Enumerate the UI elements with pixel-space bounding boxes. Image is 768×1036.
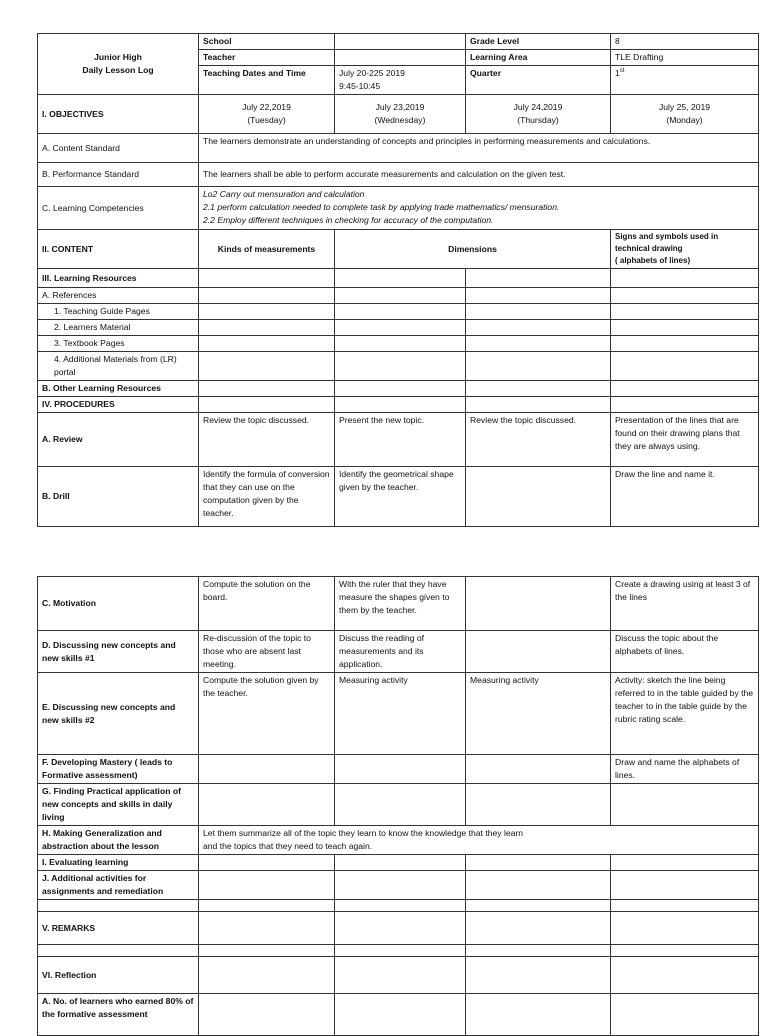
textbook-pages-label: 3. Textbook Pages (38, 336, 199, 352)
learning-area-label: Learning Area (466, 50, 611, 66)
empty-cell (38, 900, 199, 912)
grade-level-label: Grade Level (466, 34, 611, 50)
empty-cell (199, 957, 335, 994)
motivation-day-2: With the ruler that they have measure the shapes given to them by the teacher. (335, 577, 466, 631)
empty-cell (199, 320, 335, 336)
review-day-2: Present the new topic. (335, 413, 466, 467)
day-4-weekday: (Monday) (666, 115, 703, 125)
evaluating-learning-label: I. Evaluating learning (38, 855, 199, 871)
school-value (335, 34, 466, 50)
empty-cell (335, 957, 466, 994)
quarter-suffix: st (619, 68, 625, 75)
discussing-2-day-1: Compute the solution given by the teacher. (199, 673, 335, 755)
lesson-log-table-top (37, 33, 759, 527)
empty-cell (466, 994, 611, 1036)
empty-cell (611, 269, 759, 288)
lesson-log-table-bottom (37, 576, 759, 1036)
empty-cell (199, 336, 335, 352)
discussing-1-day-4: Discuss the topic about the alphabets of lines. (611, 631, 759, 673)
competency-line-1: Lo2 Carry out mensuration and calculation (203, 189, 365, 199)
empty-cell (611, 855, 759, 871)
empty-cell (335, 381, 466, 397)
discussing-2-day-3: Measuring activity (466, 673, 611, 755)
content-standard-label: A. Content Standard (38, 134, 199, 163)
day-2-date: July 23,2019 (375, 102, 425, 112)
empty-cell (611, 945, 759, 957)
performance-standard-label: B. Performance Standard (38, 163, 199, 187)
content-col-4: Signs and symbols used in technical drawing ( alphabets of lines) (611, 230, 759, 269)
empty-cell (199, 288, 335, 304)
empty-cell (466, 352, 611, 381)
teaching-dates-value (335, 66, 466, 95)
day-4-header (611, 95, 759, 134)
empty-cell (335, 320, 466, 336)
empty-cell (335, 912, 466, 945)
day-1-weekday: (Tuesday) (247, 115, 286, 125)
log-title-line-2: Daily Lesson Log (82, 65, 154, 75)
day-4-date: July 25, 2019 (658, 102, 711, 112)
empty-cell (199, 945, 335, 957)
content-col-2: Dimensions (335, 230, 611, 269)
empty-cell (335, 945, 466, 957)
performance-standard-text: The learners shall be able to perform accurate measurements and calculation on the given test. (199, 163, 759, 187)
empty-cell (466, 900, 611, 912)
day-2-header (335, 95, 466, 134)
mastery-day-2 (335, 755, 466, 784)
day-2-weekday: (Wednesday) (374, 115, 426, 125)
empty-cell (199, 912, 335, 945)
empty-cell (199, 855, 335, 871)
teaching-dates-line-2: 9:45-10:45 (339, 81, 381, 91)
content-heading: II. CONTENT (38, 230, 199, 269)
drill-day-3 (466, 467, 611, 527)
empty-cell (466, 288, 611, 304)
review-label: A. Review (38, 413, 199, 467)
remarks-label: V. REMARKS (38, 912, 199, 945)
other-resources-label: B. Other Learning Resources (38, 381, 199, 397)
day-1-header (199, 95, 335, 134)
empty-cell (466, 957, 611, 994)
empty-cell (611, 784, 759, 826)
learning-competencies-label: C. Learning Competencies (38, 187, 199, 230)
empty-cell (466, 320, 611, 336)
empty-cell (335, 871, 466, 900)
procedures-heading: IV. PROCEDURES (38, 397, 199, 413)
competency-line-2: 2.1 perform calculation needed to complete task by applying trade mathematics/ mensuration. (203, 202, 560, 212)
quarter-label: Quarter (466, 66, 611, 95)
log-title-line-1: Junior High (94, 52, 142, 62)
empty-cell (466, 269, 611, 288)
empty-cell (199, 994, 335, 1036)
empty-cell (611, 957, 759, 994)
motivation-label: C. Motivation (38, 577, 199, 631)
empty-cell (335, 994, 466, 1036)
teaching-dates-label: Teaching Dates and Time (199, 66, 335, 95)
empty-cell (466, 381, 611, 397)
empty-cell (335, 352, 466, 381)
drill-day-1: Identify the formula of conversion that they can use on the computation given by the teacher. (199, 467, 335, 527)
learning-resources-heading: III. Learning Resources (38, 269, 199, 288)
discussing-1-day-1: Re-discussion of the topic to those who are absent last meeting. (199, 631, 335, 673)
discussing-concepts-2-label: E. Discussing new concepts and new skills #2 (38, 673, 199, 755)
quarter-value (611, 66, 759, 95)
day-1-date: July 22,2019 (242, 102, 291, 112)
day-3-weekday: (Thursday) (517, 115, 559, 125)
teacher-value (335, 50, 466, 66)
empty-cell (611, 288, 759, 304)
teaching-dates-line-1: July 20-225 2019 (339, 68, 405, 78)
empty-cell (335, 288, 466, 304)
empty-cell (199, 352, 335, 381)
review-day-1: Review the topic discussed. (199, 413, 335, 467)
mastery-day-4: Draw and name the alphabets of lines. (611, 755, 759, 784)
day-3-header (466, 95, 611, 134)
motivation-day-4: Create a drawing using at least 3 of the lines (611, 577, 759, 631)
discussing-2-day-4: Activity: sketch the line being referred to in the table guided by the teacher to in the table guide by the rubric rating scale. (611, 673, 759, 755)
additional-materials-label: 4. Additional Materials from (LR) portal (38, 352, 199, 381)
empty-cell (466, 912, 611, 945)
day-3-date: July 24,2019 (513, 102, 563, 112)
empty-cell (199, 381, 335, 397)
empty-cell (38, 945, 199, 957)
mastery-day-3 (466, 755, 611, 784)
empty-cell (466, 397, 611, 413)
discussing-concepts-1-label: D. Discussing new concepts and new skills #1 (38, 631, 199, 673)
review-day-4: Presentation of the lines that are found on their drawing plans that they are always using. (611, 413, 759, 467)
empty-cell (611, 381, 759, 397)
drill-day-2: Identify the geometrical shape given by the teacher. (335, 467, 466, 527)
generalization-text: Let them summarize all of the topic they learn to know the knowledge that they learn and the topics that they need to teach again. (199, 826, 759, 855)
empty-cell (611, 397, 759, 413)
practical-application-label: G. Finding Practical application of new concepts and skills in daily living (38, 784, 199, 826)
empty-cell (611, 304, 759, 320)
empty-cell (199, 784, 335, 826)
teaching-guide-pages-label: 1. Teaching Guide Pages (38, 304, 199, 320)
empty-cell (466, 871, 611, 900)
empty-cell (335, 397, 466, 413)
learners-material-label: 2. Learners Material (38, 320, 199, 336)
empty-cell (611, 871, 759, 900)
teacher-label: Teacher (199, 50, 335, 66)
empty-cell (335, 304, 466, 320)
empty-cell (335, 336, 466, 352)
empty-cell (199, 304, 335, 320)
learners-80-percent-label: A. No. of learners who earned 80% of the formative assessment (38, 994, 199, 1036)
content-standard-text: The learners demonstrate an understanding of concepts and principles in performing measurements and calculations. (199, 134, 759, 163)
empty-cell (466, 784, 611, 826)
empty-cell (199, 900, 335, 912)
empty-cell (611, 320, 759, 336)
empty-cell (199, 269, 335, 288)
learning-competencies-text (199, 187, 759, 230)
empty-cell (611, 912, 759, 945)
empty-cell (466, 945, 611, 957)
empty-cell (199, 871, 335, 900)
discussing-2-day-2: Measuring activity (335, 673, 466, 755)
learning-area-value: TLE Drafting (611, 50, 759, 66)
empty-cell (199, 397, 335, 413)
objectives-heading: I. OBJECTIVES (38, 95, 199, 134)
empty-cell (335, 784, 466, 826)
empty-cell (335, 900, 466, 912)
reflection-label: VI. Reflection (38, 957, 199, 994)
grade-level-value: 8 (611, 34, 759, 50)
drill-label: B. Drill (38, 467, 199, 527)
empty-cell (611, 352, 759, 381)
drill-day-4: Draw the line and name it. (611, 467, 759, 527)
competency-line-3: 2.2 Employ different techniques in checking for accuracy of the computation. (203, 215, 494, 225)
references-label: A. References (38, 288, 199, 304)
empty-cell (466, 336, 611, 352)
review-day-3: Review the topic discussed. (466, 413, 611, 467)
mastery-day-1 (199, 755, 335, 784)
school-label: School (199, 34, 335, 50)
discussing-1-day-3 (466, 631, 611, 673)
empty-cell (611, 900, 759, 912)
discussing-1-day-2: Discuss the reading of measurements and its application. (335, 631, 466, 673)
motivation-day-3 (466, 577, 611, 631)
motivation-day-1: Compute the solution on the board. (199, 577, 335, 631)
empty-cell (466, 855, 611, 871)
empty-cell (335, 269, 466, 288)
generalization-label: H. Making Generalization and abstraction about the lesson (38, 826, 199, 855)
content-col-1: Kinds of measurements (199, 230, 335, 269)
empty-cell (335, 855, 466, 871)
quarter-number: 1 (615, 68, 620, 78)
log-title-cell (38, 34, 199, 95)
additional-activities-label: J. Additional activities for assignments and remediation (38, 871, 199, 900)
empty-cell (466, 304, 611, 320)
empty-cell (611, 336, 759, 352)
developing-mastery-label: F. Developing Mastery ( leads to Formative assessment) (38, 755, 199, 784)
empty-cell (611, 994, 759, 1036)
